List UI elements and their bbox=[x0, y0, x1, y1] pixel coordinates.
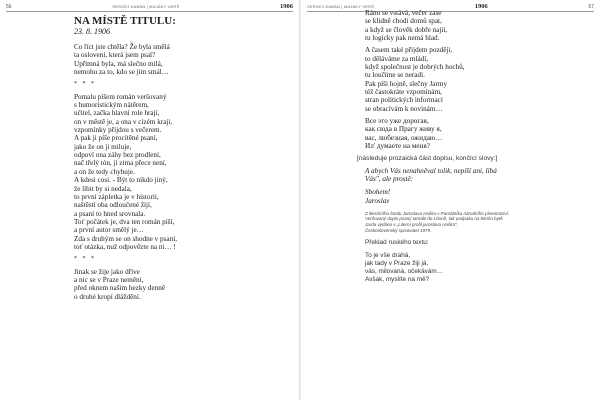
verse-line: Co říct jste chtěla? Že byla smělá bbox=[74, 43, 170, 51]
stanza-1 bbox=[74, 43, 289, 76]
verse-line: Jinak se žije jako dříve bbox=[74, 267, 140, 276]
verse-line: Ил' думаете на меня? bbox=[365, 142, 430, 151]
verse-line: tu logicky pak nemá hlad. bbox=[365, 34, 440, 43]
translation-block bbox=[365, 252, 590, 284]
verse-line: on v městě je, a ona v cizém kraji, bbox=[74, 117, 173, 126]
verse-line: Все это уже дорогая, bbox=[365, 117, 429, 126]
verse-line: odpoví ona záhy bez prodlení, bbox=[74, 151, 161, 160]
verse-line: Ráno se vstává, večer zase bbox=[365, 9, 442, 17]
stanza-separator: * * * bbox=[74, 81, 96, 88]
verse-line: o druhé kropí dláždění. bbox=[74, 292, 141, 301]
stanza-5 bbox=[365, 46, 590, 113]
verse-line: A pak ji píše procítěné psaní, bbox=[74, 134, 158, 143]
left-running-head bbox=[6, 2, 293, 11]
verse-line: když společnost je dobrých hochů, bbox=[365, 63, 465, 72]
verse-line: ta oslovení, která jsem psal? bbox=[74, 51, 156, 60]
verse-line: stran politických informací bbox=[365, 96, 443, 105]
right-page-number: 57 bbox=[588, 3, 594, 10]
verse-line: Pak píši hojně, slečny Jarmy bbox=[365, 79, 448, 88]
archive-note-line: Jarda vydáno v „Literní profil jaroslava Haška", bbox=[365, 222, 458, 228]
stanza-3 bbox=[74, 268, 289, 301]
verse-line: Pomalu píšem román veršovaný bbox=[74, 92, 167, 101]
left-header-rule bbox=[6, 11, 293, 12]
verse-line: a nic se v Praze nemění, bbox=[74, 275, 144, 284]
poem-title: NA MÍSTĚ TITULU: bbox=[74, 15, 176, 27]
verse-line: to první zápletka je v historii, bbox=[74, 192, 159, 201]
verse-line: před oknem našim hezky denně bbox=[74, 284, 166, 293]
right-year: 1906 bbox=[474, 3, 488, 10]
stanza-russian bbox=[365, 117, 590, 150]
verse-line: vzpomínky přijdou s večerem. bbox=[74, 126, 162, 135]
closing-line: A abych Vás nenahněval tolik, nepíší ani, líbá bbox=[365, 166, 497, 175]
verse-line: s humoristickým nátěrem, bbox=[74, 101, 149, 110]
verse-line: a on že tedy chybuje. bbox=[74, 167, 135, 176]
closing-lines bbox=[365, 167, 590, 184]
poem-date: 23. 8. 1906 bbox=[74, 27, 110, 36]
closing-line: Vás", ale prostě: bbox=[365, 174, 414, 183]
left-page bbox=[0, 0, 299, 400]
stanza-2 bbox=[74, 93, 289, 252]
archive-note-line: Veršovaný dopis psaný tarmile do Lítoně, tak podpaku na letním bytě. bbox=[365, 216, 504, 222]
verse-line: toť otázka, nuž odpovězte na ni… ! bbox=[74, 242, 176, 251]
archive-note bbox=[365, 211, 525, 233]
archive-note-line: Československý spisovatel 1979. bbox=[365, 227, 432, 233]
verse-line: nemohu za to, kdo se jim smál… bbox=[74, 68, 169, 77]
verse-line: učitel, začka hlavní role hrají, bbox=[74, 109, 160, 118]
verse-line: jako že on ji miluje, bbox=[74, 142, 132, 151]
right-section-title: SERGEJ KABÁN | MAJÁKY VERŠ bbox=[307, 4, 375, 9]
right-page bbox=[301, 0, 600, 400]
signature: Jaroslav bbox=[365, 196, 390, 205]
verse-line: A časem také přijdem později, bbox=[365, 46, 453, 55]
translation-line: Avšak, myslíte na mě? bbox=[365, 276, 430, 284]
archive-note-line: Z literárního fondu Jaroslava Haška v Památníku národního písemnictví. bbox=[365, 210, 510, 216]
verse-line: se obracívám k novinám… bbox=[365, 104, 443, 113]
verse-line: a první autor smělý je… bbox=[74, 226, 144, 235]
farewell: Sbohem! bbox=[365, 188, 391, 197]
translation-line: To je vše drahá, bbox=[365, 252, 411, 260]
translation-line: vás, milovaná, očekávám… bbox=[365, 268, 444, 276]
verse-line: naštěstí oba odloučené žijí, bbox=[74, 201, 152, 210]
verse-line: nač třelý tón, ji zima přece není, bbox=[74, 159, 167, 168]
left-year: 1906 bbox=[279, 3, 293, 10]
verse-line: Upřímná byla, má slečno milá, bbox=[74, 59, 163, 68]
verse-line: как сюда в Прагу живу я, bbox=[365, 125, 442, 134]
left-section-title: SERGEJ KABÁN | MAJÁKY VERŠ bbox=[112, 4, 180, 9]
verse-line: tu loučíme se neradi. bbox=[365, 71, 425, 80]
stanza-separator: * * * bbox=[74, 256, 96, 263]
right-page-content bbox=[357, 9, 590, 284]
verse-line: Toť počátek je, dva ten román píší, bbox=[74, 217, 175, 226]
translation-heading: Překlad ruského textu: bbox=[365, 239, 429, 247]
left-page-content bbox=[74, 15, 289, 305]
verse-line: вас, любезная, ожидаю… bbox=[365, 133, 443, 142]
verse-line: též častokráte vzpomínám, bbox=[365, 88, 442, 97]
verse-line: to děláváme za mládí, bbox=[365, 54, 429, 63]
translation-line: jak tady v Praze žiji já, bbox=[365, 260, 429, 268]
verse-line: Zda s druhým se on shodne v psaní, bbox=[74, 234, 178, 243]
verse-line: že líbit by si nedala, bbox=[74, 184, 132, 193]
verse-line: se klidně chodí domů spat, bbox=[365, 17, 442, 26]
verse-line: a když se člověk dobře najií, bbox=[365, 25, 448, 34]
verse-line: a psaní to hned srovnala. bbox=[74, 209, 146, 218]
editorial-bracket-note: [následuje prozaická část dopisu, končící slovy:] bbox=[357, 154, 498, 162]
verse-line: A kdesi cosi. - Být to nikdo jiný, bbox=[74, 176, 168, 185]
left-page-number: 56 bbox=[6, 3, 12, 10]
stanza-4 bbox=[365, 9, 590, 42]
